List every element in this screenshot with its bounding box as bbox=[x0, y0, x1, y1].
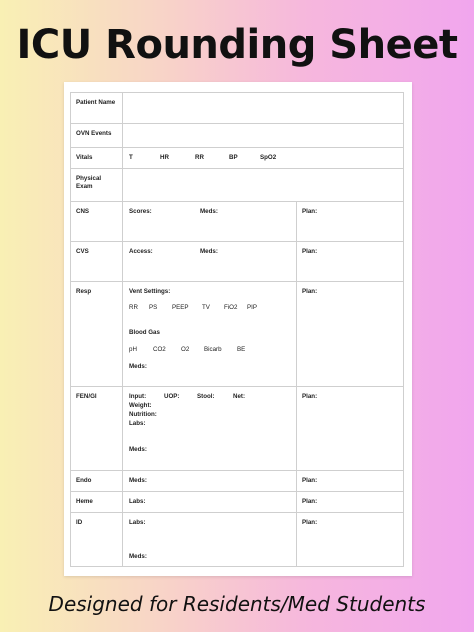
vitals-t: T bbox=[129, 154, 133, 161]
id-meds: Meds: bbox=[129, 553, 147, 560]
resp-plan: Plan: bbox=[302, 288, 318, 295]
endo-plan: Plan: bbox=[302, 477, 318, 484]
row-id bbox=[71, 512, 403, 566]
vent-fio2: FiO2 bbox=[224, 304, 238, 311]
fengi-net: Net: bbox=[233, 393, 246, 400]
gas-co2: CO2 bbox=[153, 346, 166, 353]
row-resp bbox=[71, 281, 403, 386]
fengi-stool: Stool: bbox=[197, 393, 215, 400]
vent-peep: PEEP bbox=[172, 304, 189, 311]
cns-meds: Meds: bbox=[200, 208, 218, 215]
cns-label: CNS bbox=[76, 208, 90, 215]
fengi-nutrition: Nutrition: bbox=[129, 411, 157, 418]
row-patient-name bbox=[71, 93, 403, 123]
page-title: ICU Rounding Sheet bbox=[16, 22, 458, 68]
row-physical-exam bbox=[71, 168, 403, 201]
fengi-uop: UOP: bbox=[164, 393, 180, 400]
vitals-rr: RR bbox=[195, 154, 204, 161]
gas-ph: pH bbox=[129, 346, 137, 353]
cvs-access: Access: bbox=[129, 248, 153, 255]
vitals-label: Vitals bbox=[76, 154, 93, 161]
physical-exam-label: Physical Exam bbox=[76, 175, 102, 190]
cns-scores: Scores: bbox=[129, 208, 152, 215]
plan-divider bbox=[296, 202, 297, 241]
row-label-cell bbox=[71, 492, 123, 512]
row-endo bbox=[71, 470, 403, 491]
vitals-hr: HR bbox=[160, 154, 169, 161]
endo-label: Endo bbox=[76, 477, 92, 484]
row-fen-gi bbox=[71, 386, 403, 470]
fengi-labs: Labs: bbox=[129, 420, 146, 427]
plan-divider bbox=[296, 471, 297, 491]
resp-meds: Meds: bbox=[129, 363, 147, 370]
resp-label: Resp bbox=[76, 288, 92, 295]
row-label-cell bbox=[71, 148, 123, 168]
patient-name-label: Patient Name bbox=[76, 99, 116, 106]
gas-o2: O2 bbox=[181, 346, 190, 353]
vent-tv: TV bbox=[202, 304, 210, 311]
row-heme bbox=[71, 491, 403, 512]
gas-be: BE bbox=[237, 346, 246, 353]
vent-rr: RR bbox=[129, 304, 138, 311]
row-label-cell bbox=[71, 471, 123, 491]
vitals-spo2: SpO2 bbox=[260, 154, 277, 161]
plan-divider bbox=[296, 242, 297, 281]
row-cvs bbox=[71, 241, 403, 281]
resp-vent-settings: Vent Settings: bbox=[129, 288, 171, 295]
id-plan: Plan: bbox=[302, 519, 318, 526]
cvs-plan: Plan: bbox=[302, 248, 318, 255]
id-label: ID bbox=[76, 519, 83, 526]
row-label-cell bbox=[71, 124, 123, 147]
fen-gi-label: FEN/GI bbox=[76, 393, 97, 400]
row-label-cell bbox=[71, 93, 123, 123]
cns-plan: Plan: bbox=[302, 208, 318, 215]
fengi-weight: Weight: bbox=[129, 402, 152, 409]
row-ovn-events bbox=[71, 123, 403, 147]
row-label-cell bbox=[71, 202, 123, 241]
ovn-events-label: OVN Events bbox=[76, 130, 112, 137]
vitals-bp: BP bbox=[229, 154, 238, 161]
row-label-cell bbox=[71, 387, 123, 470]
row-label-cell bbox=[71, 282, 123, 386]
plan-divider bbox=[296, 282, 297, 386]
row-vitals bbox=[71, 147, 403, 168]
vent-pip: PIP bbox=[247, 304, 257, 311]
row-label-cell bbox=[71, 513, 123, 566]
row-label-cell bbox=[71, 242, 123, 281]
sheet-table bbox=[70, 92, 404, 567]
rounding-sheet bbox=[64, 82, 412, 576]
cvs-meds: Meds: bbox=[200, 248, 218, 255]
fengi-plan: Plan: bbox=[302, 393, 318, 400]
heme-plan: Plan: bbox=[302, 498, 318, 505]
plan-divider bbox=[296, 513, 297, 566]
plan-divider bbox=[296, 492, 297, 512]
heme-label: Heme bbox=[76, 498, 93, 505]
fengi-input: Input: bbox=[129, 393, 147, 400]
cvs-label: CVS bbox=[76, 248, 89, 255]
heme-labs: Labs: bbox=[129, 498, 146, 505]
footer-tagline: Designed for Residents/Med Students bbox=[48, 592, 426, 616]
id-labs: Labs: bbox=[129, 519, 146, 526]
row-cns bbox=[71, 201, 403, 241]
gas-bicarb: Bicarb bbox=[204, 346, 222, 353]
resp-blood-gas: Blood Gas bbox=[129, 329, 160, 336]
fengi-meds: Meds: bbox=[129, 446, 147, 453]
endo-meds: Meds: bbox=[129, 477, 147, 484]
row-label-cell bbox=[71, 169, 123, 201]
vent-ps: PS bbox=[149, 304, 158, 311]
plan-divider bbox=[296, 387, 297, 470]
